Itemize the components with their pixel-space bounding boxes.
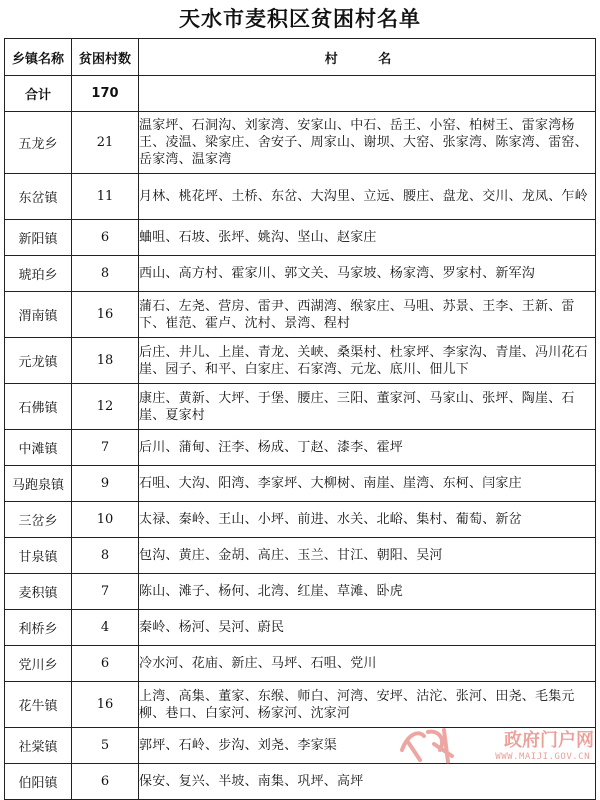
table-row: [5, 112, 596, 174]
table-row: [5, 430, 596, 466]
town-name: 渭南镇: [5, 292, 72, 338]
table-row: [5, 220, 596, 256]
village-count: 8: [72, 538, 139, 574]
village-list: 包沟、黄庄、金胡、高庄、玉兰、甘江、朝阳、吴河: [139, 538, 596, 574]
village-list: 后庄、井儿、上崖、青龙、关峡、桑渠村、杜家坪、李家沟、青崖、冯川花石崖、园子、和平、白家庄、石家湾、元龙、底川、佃儿下: [139, 338, 596, 384]
village-count: 7: [72, 574, 139, 610]
village-list: 蛐咀、石坡、张坪、姚沟、坚山、赵家庄: [139, 220, 596, 256]
table-row: [5, 682, 596, 728]
town-name: 元龙镇: [5, 338, 72, 384]
village-list: 太禄、秦岭、王山、小坪、前进、水关、北峪、集村、葡萄、新岔: [139, 502, 596, 538]
town-name: 三岔乡: [5, 502, 72, 538]
table-row: [5, 466, 596, 502]
table-row: [5, 174, 596, 220]
village-count: 6: [72, 220, 139, 256]
town-name: 利桥乡: [5, 610, 72, 646]
total-villages: [139, 76, 596, 112]
table-row: [5, 538, 596, 574]
village-list: 冷水河、花庙、新庄、马坪、石咀、党川: [139, 646, 596, 682]
town-name: 麦积镇: [5, 574, 72, 610]
village-count: 6: [72, 764, 139, 800]
total-row: [5, 76, 596, 112]
town-name: 东岔镇: [5, 174, 72, 220]
table-row: [5, 384, 596, 430]
village-count: 9: [72, 466, 139, 502]
town-name: 五龙乡: [5, 112, 72, 174]
header-town: 乡镇名称: [5, 39, 72, 76]
town-name: 社棠镇: [5, 728, 72, 764]
page-title: 天水市麦积区贫困村名单: [179, 7, 421, 31]
village-count: 6: [72, 646, 139, 682]
village-count: 5: [72, 728, 139, 764]
watermark-url: WWW.MAIJI.GOV.CN: [495, 752, 590, 762]
village-list: 秦岭、杨河、吴河、蔚民: [139, 610, 596, 646]
table-row: [5, 256, 596, 292]
village-count: 8: [72, 256, 139, 292]
village-count: 21: [72, 112, 139, 174]
town-name: 石佛镇: [5, 384, 72, 430]
village-list: 郭坪、石岭、步沟、刘尧、李家渠: [139, 728, 596, 764]
town-name: 中滩镇: [5, 430, 72, 466]
town-name: 党川乡: [5, 646, 72, 682]
village-count: 12: [72, 384, 139, 430]
header-villages: 村 名: [139, 39, 596, 76]
table-row: [5, 574, 596, 610]
town-name: 花牛镇: [5, 682, 72, 728]
town-name: 琥珀乡: [5, 256, 72, 292]
village-count: 7: [72, 430, 139, 466]
village-list: 上湾、高集、董家、东缑、师白、河湾、安坪、沽沱、张河、田尧、毛集元柳、巷口、白家河、杨家河、沈家河: [139, 682, 596, 728]
table-row: [5, 502, 596, 538]
village-list: 西山、高方村、霍家川、郭文关、马家坡、杨家湾、罗家村、新军沟: [139, 256, 596, 292]
table-header-row: [5, 39, 596, 76]
village-count: 16: [72, 682, 139, 728]
table-row: [5, 728, 596, 764]
village-list: 月林、桃花坪、土桥、东岔、大沟里、立远、腰庄、盘龙、交川、龙凤、乍岭: [139, 174, 596, 220]
poverty-village-table: [4, 38, 596, 800]
village-list: 蒲石、左尧、营房、雷尹、西湖湾、缑家庄、马咀、苏景、王李、王新、雷下、崔范、霍卢、沈村、景湾、程村: [139, 292, 596, 338]
village-list: 后川、蒲甸、汪李、杨成、丁赵、漆李、霍坪: [139, 430, 596, 466]
village-count: 4: [72, 610, 139, 646]
table-row: [5, 292, 596, 338]
town-name: 马跑泉镇: [5, 466, 72, 502]
village-list: 石咀、大沟、阳湾、李家坪、大柳树、南崖、崖湾、东柯、闫家庄: [139, 466, 596, 502]
header-count: 贫困村数: [72, 39, 139, 76]
watermark-text: 政府门户网: [504, 730, 594, 751]
total-count: 170: [72, 76, 139, 112]
village-count: 16: [72, 292, 139, 338]
table-row: [5, 338, 596, 384]
table-row: [5, 764, 596, 800]
table-row: [5, 610, 596, 646]
village-count: 10: [72, 502, 139, 538]
village-count: 18: [72, 338, 139, 384]
village-list: 温家坪、石洞沟、刘家湾、安家山、中石、岳王、小窑、柏树王、雷家湾杨王、凌温、梁家庄、舍安子、周家山、谢坝、大窑、张家湾、陈家湾、雷窑、岳家湾、温家湾: [139, 112, 596, 174]
town-name: 新阳镇: [5, 220, 72, 256]
village-list: 康庄、黄新、大坪、于堡、腰庄、三阳、董家河、马家山、张坪、陶崖、石崖、夏家村: [139, 384, 596, 430]
table-row: [5, 646, 596, 682]
town-name: 甘泉镇: [5, 538, 72, 574]
village-count: 11: [72, 174, 139, 220]
town-name: 伯阳镇: [5, 764, 72, 800]
village-list: 陈山、滩子、杨何、北湾、红崖、草滩、卧虎: [139, 574, 596, 610]
total-label: 合计: [5, 76, 72, 112]
village-list: 保安、复兴、半坡、南集、巩坪、高坪: [139, 764, 596, 800]
